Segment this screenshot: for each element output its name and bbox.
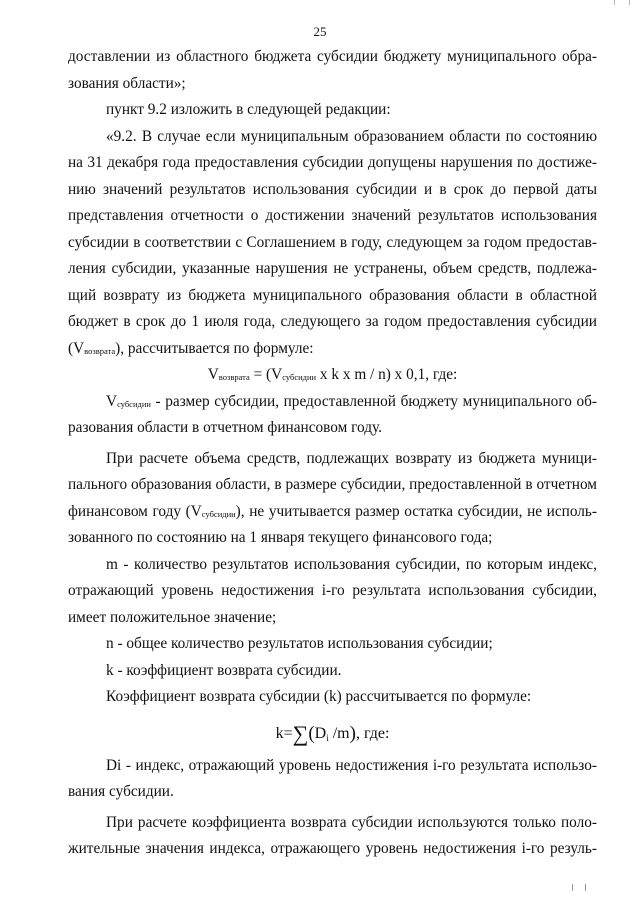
text-line: «9.2. В случае если муниципальным образованием области по состоянию: [106, 127, 597, 145]
text-line: доставлении из областного бюджета субсидии бюджету муниципального обра-: [68, 48, 597, 65]
formula-k-coefficient: k=∑(Di /m), где:: [275, 720, 390, 746]
text-line: на 31 декабря года предоставления субсидии допущены нарушения по достиже-: [68, 154, 597, 171]
text-line: нию значений результатов использования субсидии и в срок до первой даты: [68, 180, 597, 198]
text-line: m - количество результатов использования субсидии, по которым индекс,: [106, 555, 597, 573]
text-line: Vсубсидии - размер субсидии, предоставленной бюджету муниципального об-: [106, 392, 597, 410]
document-body: [68, 44, 597, 863]
text-line: жительные значения индекса, отражающего уровень недостижения i-го резуль-: [68, 840, 597, 857]
text-line: финансовом году (Vсубсидии), не учитывается размер остатка субсидии, не исполь-: [68, 502, 597, 520]
text-line: зования области»;: [68, 74, 186, 92]
text-line: представления отчетности о достижении значений результатов использования: [68, 207, 597, 224]
text-line: зованного по состоянию на 1 января текущего финансового года;: [68, 529, 493, 546]
text-line: (Vвозврата), рассчитывается по формуле:: [68, 339, 314, 357]
text-line: вания субсидии.: [68, 783, 174, 800]
text-line: разования области в отчетном финансовом году.: [68, 419, 382, 436]
text-line: пального образования области, в размере субсидии, предоставленной в отчетном: [68, 476, 597, 493]
text-line: Коэффициент возврата субсидии (k) рассчитывается по формуле:: [106, 688, 532, 705]
text-line: ления субсидии, указанные нарушения не устранены, объем средств, подлежа-: [68, 260, 597, 277]
scan-corner-mark: [614, 0, 630, 5]
page-number: 25: [313, 24, 327, 39]
text-line: щий возврату из бюджета муниципального образования области в областной: [68, 286, 597, 304]
text-line: При расчете объема средств, подлежащих возврату из бюджета муници-: [106, 449, 597, 467]
text-line: субсидии в соответствии с Соглашением в году, следующем за годом предостав-: [68, 233, 597, 251]
formula-v-return: Vвозврата = (Vсубсидии x k x m / n) x 0,1, где:: [207, 366, 458, 383]
text-line: имеет положительное значение;: [68, 608, 277, 626]
text-line: При расчете коэффициента возврата субсидии используются только поло-: [106, 813, 597, 831]
text-line: Di - индекс, отражающий уровень недостижения i-го результата использо-: [106, 756, 597, 774]
text-line: бюджет в срок до 1 июля года, следующего за годом предоставления субсидии: [68, 313, 597, 330]
text-line: пункт 9.2 изложить в следующей редакции:: [106, 101, 391, 118]
text-line: n - общее количество результатов использования субсидии;: [106, 635, 493, 652]
text-line: k - коэффициент возврата субсидии.: [106, 661, 342, 679]
scan-footer-mark: [572, 884, 586, 891]
text-line: отражающий уровень недостижения i-го результата использования субсидии,: [68, 582, 597, 599]
